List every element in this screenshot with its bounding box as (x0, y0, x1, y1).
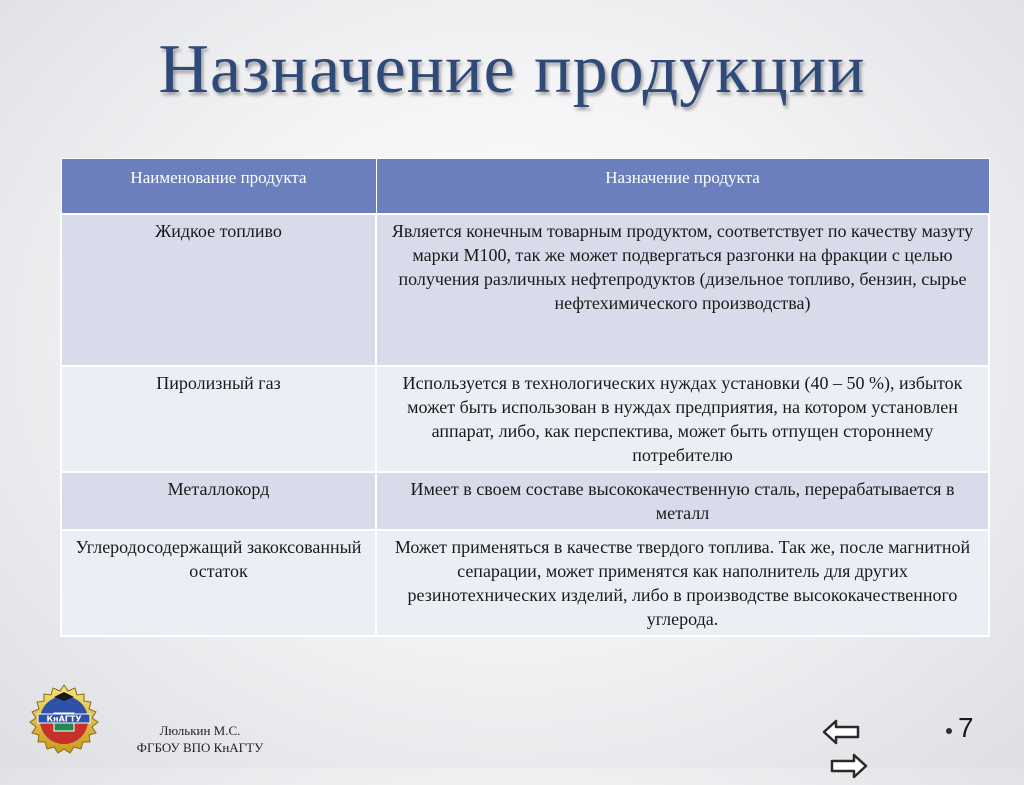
previous-slide-arrow-icon[interactable] (822, 717, 860, 751)
table-header-row (61, 159, 989, 215)
product-name-cell: Углеродосодержащий закоксованный остаток (61, 530, 376, 636)
next-slide-arrow-icon[interactable] (830, 751, 868, 785)
product-purpose-cell: Является конечным товарным продуктом, соответствует по качеству мазуту марки М100, так же может подвергаться разгонки на фракции с целью получения различных нефтепродуктов (дизельное топливо, бензин, сырье нефтехимического производства) (376, 214, 989, 366)
table-row (61, 214, 989, 366)
product-name-cell: Жидкое топливо (61, 214, 376, 366)
university-logo (28, 683, 100, 759)
table-row (61, 366, 989, 472)
product-purpose-cell: Используется в технологических нуждах установки (40 – 50 %), избыток может быть использован в нуждах предприятия, на котором установлен аппарат, либо, как перспектива, может быть отпущен стороннему потребителю (376, 366, 989, 472)
organization-name: ФГБОУ ВПО КнАГТУ (136, 740, 264, 755)
logo-text: КнАГТУ (46, 714, 82, 724)
bullet-dot-icon (946, 728, 952, 734)
product-purpose-cell: Имеет в своем составе высококачественную сталь, перерабатывается в металл (376, 472, 989, 530)
product-name-cell: Пиролизный газ (61, 366, 376, 472)
column-header-name: Наименование продукта (61, 159, 376, 215)
footer-author-block (120, 722, 280, 756)
slide-title: Назначение продукции (158, 31, 866, 108)
column-header-purpose: Назначение продукта (376, 159, 989, 215)
table-row (61, 530, 989, 636)
author-name: Люлькин М.С. (159, 723, 241, 738)
table-row (61, 472, 989, 530)
product-name-cell: Металлокорд (61, 472, 376, 530)
product-purpose-cell: Может применяться в качестве твердого топлива. Так же, после магнитной сепарации, может применятся как наполнитель для других резинотехнических изделий, либо в производстве высококачественного углерода. (376, 530, 989, 636)
product-table (60, 158, 990, 637)
slide-navigation (822, 717, 910, 749)
page-number: 7 (958, 712, 974, 743)
